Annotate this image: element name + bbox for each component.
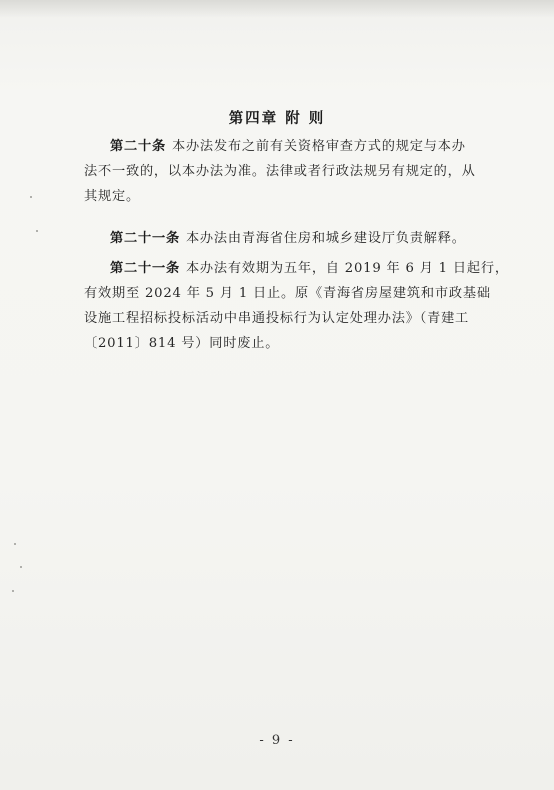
article-line: 其规定。 [84,189,140,204]
article-line: 设施工程招标投标活动中串通投标行为认定处理办法》（青建工 [84,311,470,326]
article-line: 第二十一条 本办法有效期为五年，自 2019 年 6 月 1 日起行， [110,261,509,276]
article-line: 第二十条 本办法发布之前有关资格审查方式的规定与本办 [110,139,466,154]
chapter-title: 第四章 附 则 [228,111,326,127]
margin-speck [12,590,14,592]
article-line: 有效期至 2024 年 5 月 1 日止。原《青海省房屋建筑和市政基础 [84,286,491,301]
page-number: - 9 - [259,733,295,748]
article-number: 第二十条 [110,139,166,154]
article-line: 〔2011〕814 号）同时废止。 [84,336,280,351]
margin-speck [20,566,22,568]
article-line: 第二十一条 本办法由青海省住房和城乡建设厅负责解释。 [110,231,466,246]
margin-speck [30,196,32,198]
article-number: 第二十一条 [110,231,180,246]
article-21 [84,226,499,251]
article-21b [84,256,509,356]
article-20 [84,134,499,209]
margin-speck [14,543,16,545]
article-number: 第二十一条 [110,261,180,276]
scan-shadow-top [0,0,554,18]
margin-speck [36,230,38,232]
article-line: 法不一致的，以本办法为准。法律或者行政法规另有规定的，从 [84,164,476,179]
